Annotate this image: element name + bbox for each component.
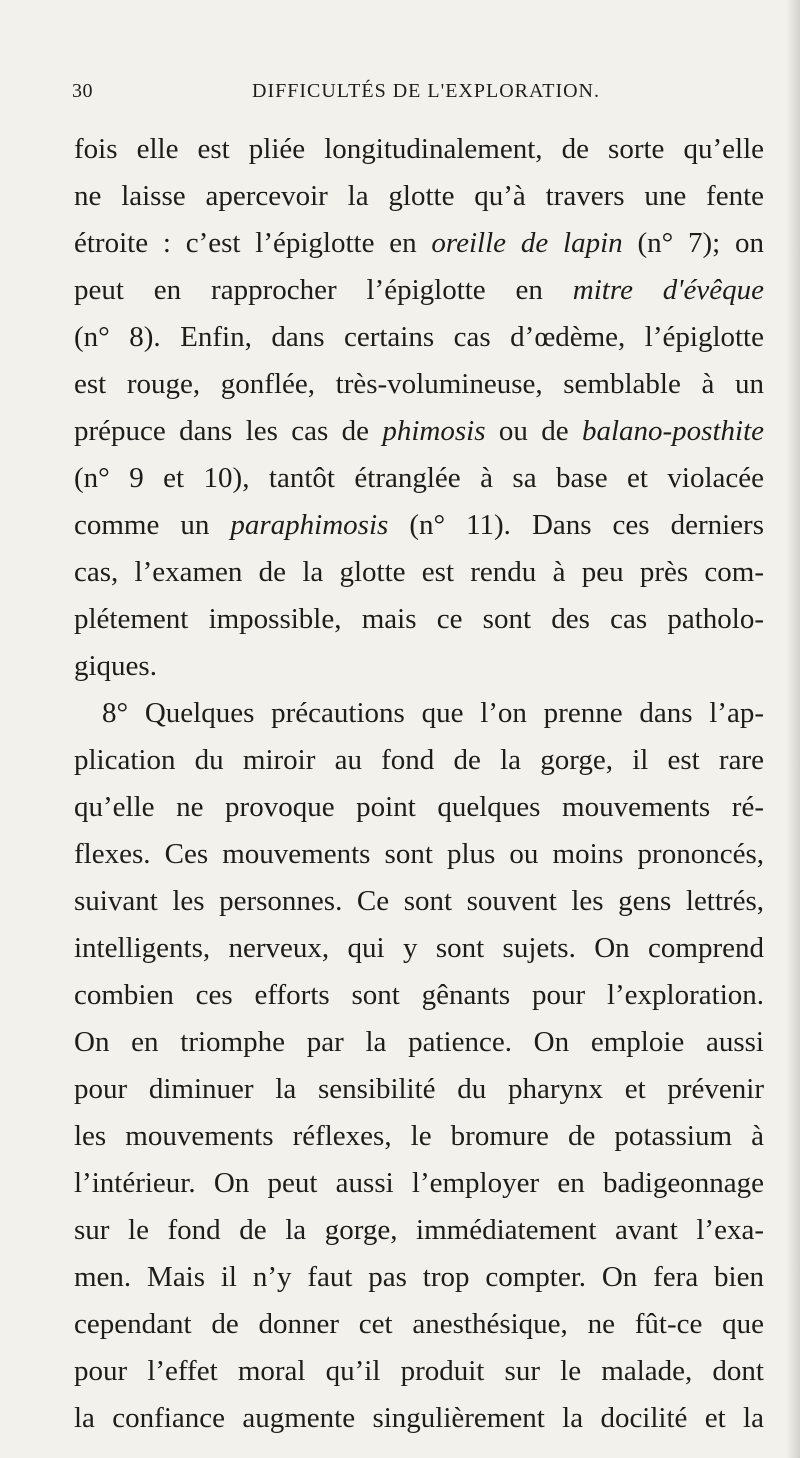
text-line [74, 126, 764, 173]
text-line [74, 643, 764, 690]
text-segment: est rouge, gonflée, très-volumineuse, semblable à un [74, 368, 764, 400]
text-segment: prépuce dans les cas de [74, 415, 383, 447]
text-line [74, 455, 764, 502]
text-line [74, 1019, 764, 1066]
text-line [74, 361, 764, 408]
italic-term: balano-posthite [581, 415, 765, 447]
text-line [74, 173, 764, 220]
text-segment: pour l’effet moral qu’il produit sur le malade, dont [74, 1355, 764, 1387]
text-line [74, 549, 764, 596]
text-segment: (n° 8). Enfin, dans certains cas d’œdème, l’épiglotte [74, 321, 764, 353]
text-segment: qu’elle ne provoque point quelques mouvements ré- [74, 791, 764, 823]
text-line [74, 784, 764, 831]
text-segment: cependant de donner cet anesthésique, ne fût-ce que [74, 1308, 764, 1340]
italic-term: oreille de lapin [431, 227, 623, 259]
text-line [74, 878, 764, 925]
text-segment: l’intérieur. On peut aussi l’employer en badigeonnage [74, 1167, 764, 1199]
text-line [74, 737, 764, 784]
text-segment: les mouvements réflexes, le bromure de potassium à [74, 1120, 764, 1152]
text-segment: flexes. Ces mouvements sont plus ou moins prononcés, [74, 838, 764, 870]
text-line [74, 1207, 764, 1254]
text-segment: peut en rapprocher l’épiglotte en [74, 274, 573, 306]
text-segment: 8° Quelques précautions que l’on prenne dans l’ap- [102, 697, 764, 729]
text-line [74, 1395, 764, 1442]
text-segment: fois elle est pliée longitudinalement, de sorte qu’elle [74, 133, 764, 165]
italic-term: phimosis [382, 415, 486, 447]
text-line [74, 220, 764, 267]
text-line [74, 925, 764, 972]
text-line [74, 1301, 764, 1348]
text-segment: (n° 7); on [622, 227, 764, 259]
text-segment: suivant les personnes. Ce sont souvent les gens lettrés, [74, 885, 764, 917]
text-line [74, 1348, 764, 1395]
text-line [74, 267, 764, 314]
text-line [74, 502, 764, 549]
text-line [74, 1066, 764, 1113]
text-segment: la confiance augmente singulièrement la docilité et la [74, 1402, 764, 1434]
text-segment: intelligents, nerveux, qui y sont sujets. On comprend [74, 932, 764, 964]
text-line [74, 596, 764, 643]
text-segment: (n° 9 et 10), tantôt étranglée à sa base et violacée [74, 462, 764, 494]
text-segment: On en triomphe par la patience. On emploie aussi [74, 1026, 764, 1058]
body-text [74, 126, 764, 1442]
text-line [74, 690, 764, 737]
page-header [72, 80, 762, 110]
text-line [74, 1254, 764, 1301]
text-line [74, 1113, 764, 1160]
italic-term: paraphimosis [230, 509, 389, 541]
text-line [74, 831, 764, 878]
text-segment: pour diminuer la sensibilité du pharynx et prévenir [74, 1073, 764, 1105]
text-segment: plication du miroir au fond de la gorge, il est rare [74, 744, 764, 776]
text-line [74, 972, 764, 1019]
running-title: DIFFICULTÉS DE L'EXPLORATION. [252, 80, 600, 102]
text-segment: étroite : c’est l’épiglotte en [74, 227, 432, 259]
text-segment: combien ces efforts sont gênants pour l’exploration. [74, 979, 764, 1011]
text-segment: plétement impossible, mais ce sont des cas patholo- [74, 603, 764, 635]
text-segment: giques. [74, 650, 157, 682]
text-line [74, 408, 764, 455]
text-segment: (n° 11). Dans ces derniers [388, 509, 764, 541]
text-segment: ou de [485, 415, 582, 447]
text-line [74, 314, 764, 361]
text-segment: sur le fond de la gorge, immédiatement avant l’exa- [74, 1214, 764, 1246]
page-edge-shadow [786, 0, 800, 1458]
text-segment: comme un [74, 509, 231, 541]
text-segment: cas, l’examen de la glotte est rendu à peu près com- [74, 556, 764, 588]
text-line [74, 1160, 764, 1207]
italic-term: mitre d'évêque [572, 274, 764, 306]
text-segment: ne laisse apercevoir la glotte qu’à travers une fente [74, 180, 764, 212]
page-number: 30 [72, 80, 93, 102]
text-segment: men. Mais il n’y faut pas trop compter. On fera bien [74, 1261, 764, 1293]
